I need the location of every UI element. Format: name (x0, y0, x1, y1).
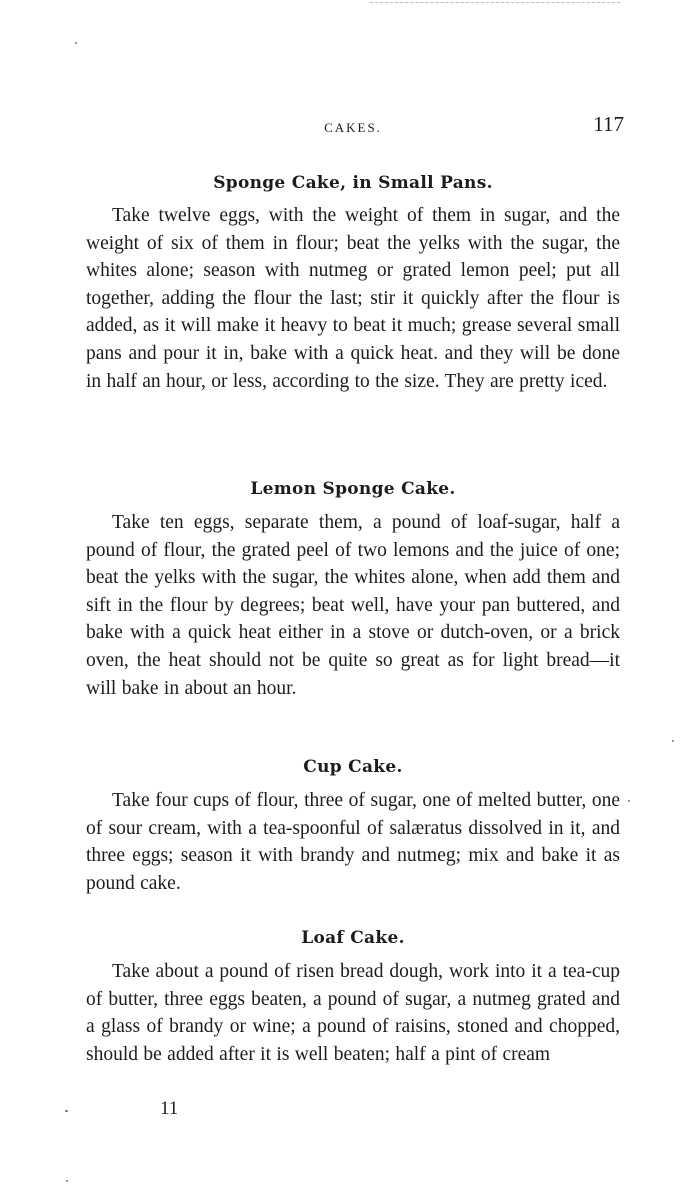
signature-mark: 11 (160, 1098, 179, 1119)
page-number: 117 (593, 112, 624, 136)
recipe-text: Take ten eggs, separate them, a pound of loaf-sugar, half a pound of flour, the grated peel of two lemons and the juice of one; beat the yelks with the sugar, the whites alone, when add them and sift in the flour by degrees; beat well, have your pan buttered, and bake with a quick heat either in a stove or dutch-oven, or a brick oven, the heat should not be quite so great as for light bread—it will bake in about an hour. (86, 512, 620, 699)
recipe-text: Take about a pound of risen bread dough, work into it a tea-cup of butter, three eggs beaten, a pound of sugar, a nutmeg grated and a glass of brandy or wine; a pound of raisins, stoned and chopped, should be added after it is well beaten; half a pint of cream (86, 961, 620, 1065)
recipe-text: Take four cups of flour, three of sugar, one of melted butter, one of sour cream, with a tea-spoonful of salæratus dissolved in it, and three eggs; season it with brandy and nutmeg; mix and bake it as pound cake. (86, 790, 620, 894)
paper-speck (66, 1180, 68, 1182)
book-page (86, 0, 624, 1190)
recipe-heading: Loaf Cake. (301, 928, 405, 948)
paper-speck (628, 800, 630, 802)
paper-speck (65, 1110, 68, 1112)
recipe-heading: Sponge Cake, in Small Pans. (213, 173, 493, 193)
recipe-lemon-sponge-cake (86, 478, 620, 702)
recipe-text: Take twelve eggs, with the weight of them in sugar, and the weight of six of them in flour; beat the yelks with the sugar, the whites alone; season with nutmeg or grated lemon peel; put all together, adding the flour the last; stir it quickly after the flour is added, as it will make it heavy to beat it much; grease several small pans and pour it in, bake with a quick heat. and they will be done in half an hour, or less, according to the size. They are pretty iced. (86, 205, 620, 392)
paper-speck (75, 42, 77, 44)
recipe-heading: Lemon Sponge Cake. (250, 479, 456, 499)
recipe-sponge-cake-small-pans (86, 172, 620, 395)
paper-speck (672, 740, 674, 742)
running-head (86, 112, 624, 142)
running-title: CAKES. (324, 120, 382, 135)
recipe-cup-cake (86, 756, 620, 897)
recipe-heading: Cup Cake. (303, 757, 403, 777)
recipe-loaf-cake (86, 927, 620, 1068)
